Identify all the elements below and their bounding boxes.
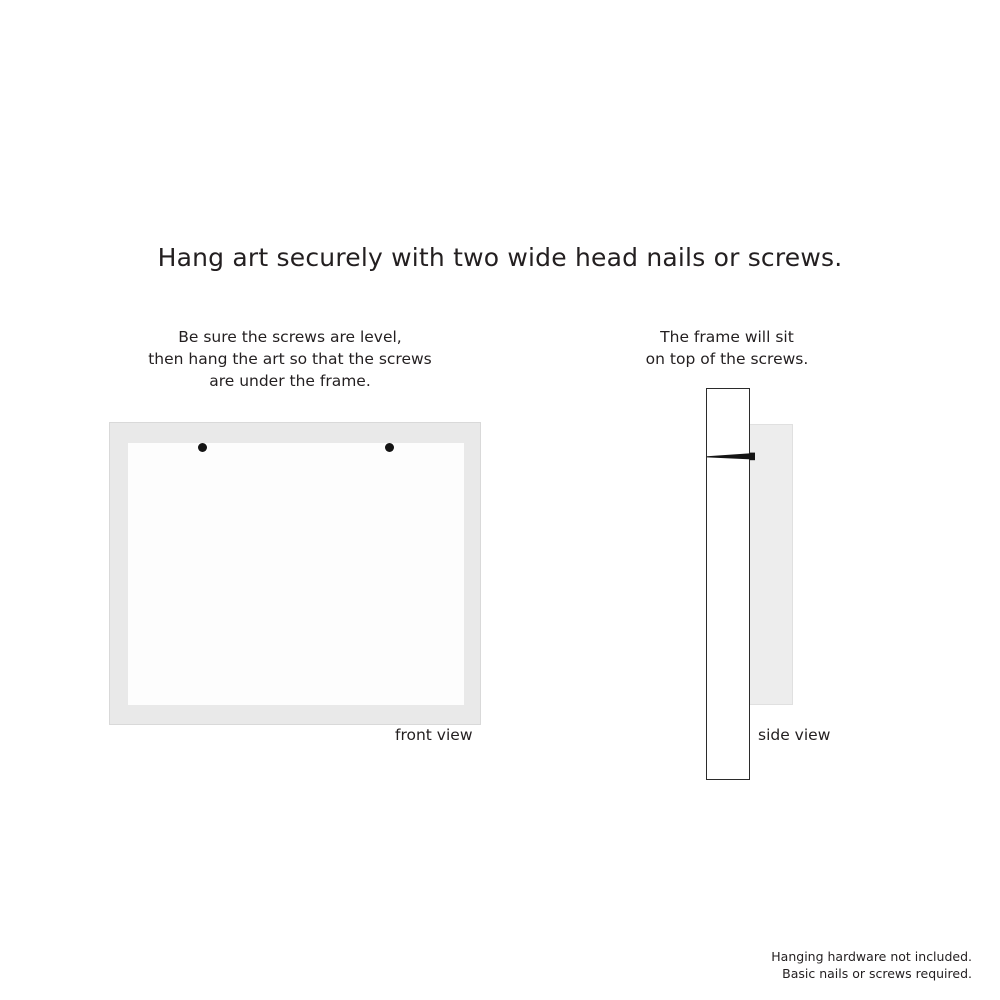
footnote-line-2: Basic nails or screws required.: [782, 966, 972, 981]
front-caption-line-3: are under the frame.: [209, 372, 371, 390]
screw-head-right-icon: [385, 443, 394, 452]
screw-side-icon: [707, 452, 760, 461]
front-view-label: front view: [395, 726, 473, 744]
side-view-frame-profile: [745, 424, 793, 705]
side-caption-line-1: The frame will sit: [660, 328, 794, 346]
front-caption-line-1: Be sure the screws are level,: [178, 328, 402, 346]
screw-head-left-icon: [198, 443, 207, 452]
side-view-wall: [706, 388, 750, 780]
front-view-frame: [109, 422, 481, 725]
side-caption-line-2: on top of the screws.: [645, 350, 809, 368]
side-view-label: side view: [758, 726, 831, 744]
footnote-line-1: Hanging hardware not included.: [771, 949, 972, 964]
side-view-caption: [600, 326, 854, 370]
footnote: [771, 948, 972, 982]
front-caption-line-2: then hang the art so that the screws: [148, 350, 432, 368]
front-view-caption: [90, 326, 490, 392]
page-title: Hang art securely with two wide head nails or screws.: [157, 243, 843, 272]
front-view-artwork-mat: [128, 443, 464, 705]
